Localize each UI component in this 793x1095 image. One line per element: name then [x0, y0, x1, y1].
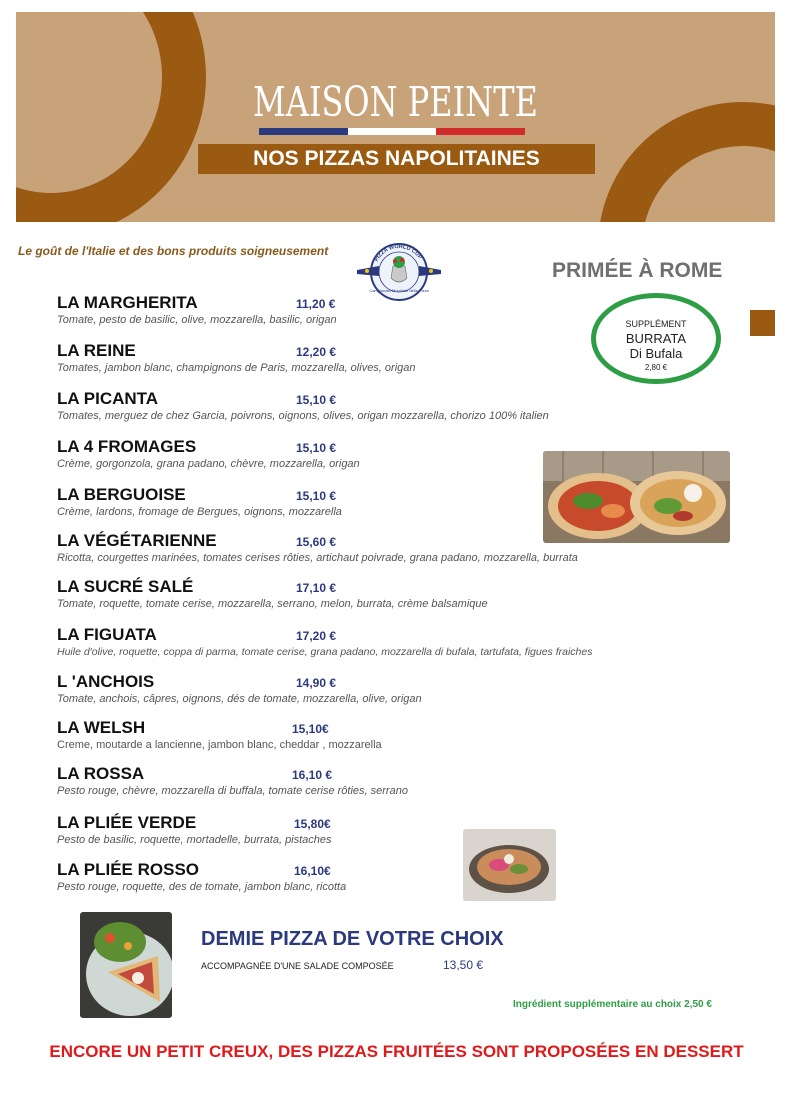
header-banner [16, 12, 775, 222]
item-price: 15,10 € [296, 441, 337, 455]
item-name: LA REINE [57, 341, 136, 360]
french-flag-stripe [259, 128, 525, 135]
pizza-photo-pliee [463, 829, 556, 901]
item-price: 17,10 € [296, 581, 337, 595]
item-price: 12,20 € [296, 345, 337, 359]
item-name: LA MARGHERITA [57, 293, 198, 312]
item-name: LA SUCRÉ SALÉ [57, 577, 194, 596]
extra-ingredient-note: Ingrédient supplémentaire au choix 2,50 € [513, 999, 712, 1010]
item-description: Huile d'olive, roquette, coppa di parma, tomate cerise, grana padano, mozzarella di bufala, tartufata, figues fraiches [57, 646, 593, 658]
item-description: Tomate, anchois, câpres, oignons, dés de tomate, mozzarella, olive, origan [57, 693, 422, 705]
item-description: Tomate, pesto de basilic, olive, mozzarella, basilic, origan [57, 314, 337, 326]
half-pizza-subtitle: ACCOMPAGNÉE D'UNE SALADE COMPOSÉE [201, 961, 394, 971]
supplement-line2: Di Bufala [629, 346, 683, 361]
item-name: L 'ANCHOIS [57, 672, 155, 691]
item-description: Creme, moutarde a lancienne, jambon blanc, cheddar , mozzarella [57, 739, 382, 751]
item-price: 15,10 € [296, 489, 337, 503]
burrata-supplement-badge [591, 293, 721, 384]
half-pizza-price: 13,50 € [443, 958, 484, 972]
item-price: 15,10€ [292, 722, 329, 736]
item-name: LA VÉGÉTARIENNE [57, 531, 217, 550]
item-description: Ricotta, courgettes marinées, tomates cerises rôties, artichaut poivrade, grana padano, mozzarella, burrata [57, 552, 578, 564]
item-price: 15,10 € [296, 393, 337, 407]
item-price: 17,20 € [296, 629, 337, 643]
svg-text:Campionato Mondiale della Pizz: Campionato Mondiale della Pizza [369, 288, 429, 293]
item-name: LA FIGUATA [57, 625, 157, 644]
supplement-label: SUPPLÉMENT [625, 319, 687, 329]
item-price: 14,90 € [296, 676, 337, 690]
item-price: 11,20 € [296, 297, 336, 311]
item-name: LA WELSH [57, 718, 146, 737]
item-description: Tomates, merguez de chez Garcia, poivrons, oignons, olives, origan mozzarella, chorizo 100% italien [57, 410, 549, 422]
item-description: Tomates, jambon blanc, champignons de Paris, mozzarella, olives, origan [57, 362, 416, 374]
item-description: Tomate, roquette, tomate cerise, mozzarella, serrano, melon, burrata, crème balsamique [57, 598, 488, 610]
item-description: Pesto rouge, chèvre, mozzarella di buffala, tomate cerise rôties, serrano [57, 785, 408, 797]
item-description: Pesto de basilic, roquette, mortadelle, burrata, pistaches [57, 834, 332, 846]
supplement-line1: BURRATA [625, 331, 687, 346]
item-name: LA 4 FROMAGES [57, 437, 197, 456]
pizza-world-cup-seal [345, 236, 455, 308]
item-description: Crème, lardons, fromage de Bergues, oignons, mozzarella [57, 506, 342, 518]
tagline: Le goût de l'Italie et des bons produits soigneusement [18, 244, 329, 258]
item-name: LA ROSSA [57, 764, 145, 783]
pizza-photo-duo [543, 451, 730, 543]
item-price: 16,10 € [292, 768, 333, 782]
item-description: Crème, gorgonzola, grana padano, chèvre, mozzarella, origan [57, 458, 360, 470]
svg-text:PIZZA WORLD CUP: PIZZA WORLD CUP [373, 243, 423, 263]
item-name: LA PICANTA [57, 389, 159, 408]
item-name: LA BERGUOISE [57, 485, 186, 504]
item-description: Pesto rouge, roquette, des de tomate, jambon blanc, ricotta [57, 881, 347, 893]
decorative-side-tab [750, 310, 775, 336]
item-name: LA PLIÉE VERDE [57, 813, 197, 832]
item-name: LA PLIÉE ROSSO [57, 860, 200, 879]
award-title: PRIMÉE À ROME [552, 259, 723, 282]
half-pizza-salad-photo [80, 912, 172, 1018]
subtitle-banner: NOS PIZZAS NAPOLITAINES [198, 144, 595, 174]
item-price: 16,10€ [294, 864, 331, 878]
item-price: 15,80€ [294, 817, 331, 831]
item-price: 15,60 € [296, 535, 337, 549]
brand-title: MAISON PEINTE [253, 78, 538, 126]
half-pizza-title: DEMIE PIZZA DE VOTRE CHOIX [201, 928, 504, 950]
supplement-price: 2,80 € [644, 363, 668, 372]
dessert-note: ENCORE UN PETIT CREUX, DES PIZZAS FRUITÉES SONT PROPOSÉES EN DESSERT [49, 1042, 744, 1061]
